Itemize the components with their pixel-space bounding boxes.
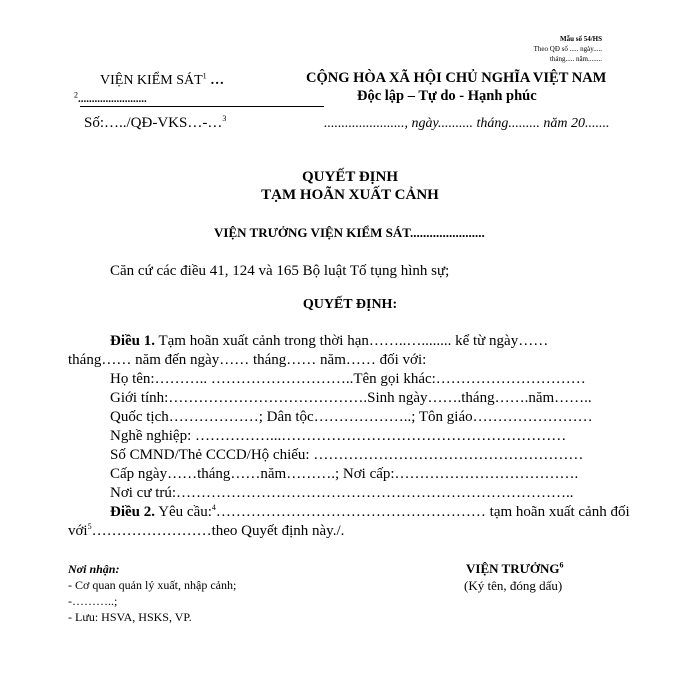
field-occupation: Nghề nghiệp: ……………...…………………………………………………	[110, 428, 567, 444]
article1-label: Điều 1.	[110, 333, 155, 349]
field-full-name: Họ tên:……….. ………………………..Tên gọi khác:…………………………	[110, 371, 586, 387]
field-residence: Nơi cư trú:……………………………………………………………………..	[110, 485, 574, 501]
decision-heading: QUYẾT ĐỊNH:	[302, 297, 398, 312]
field-issue-info: Cấp ngày……tháng……năm……….; Nơi cấp:……………………………….	[110, 466, 579, 482]
recipients-block	[68, 561, 236, 625]
article2-label: Điều 2.	[110, 504, 155, 520]
decision-subtitle: TẠM HOÃN XUẤT CẢNH	[261, 187, 439, 203]
form-code-line2: tháng..... năm........	[549, 55, 602, 63]
document-number: Số:…../QĐ-VKS…-…$^3$	[84, 114, 227, 131]
legal-basis: Căn cứ các điều 41, 124 và 165 Bộ luật Tố tụng hình sự;	[110, 263, 450, 279]
recipient-item: - Lưu: HSVA, HSKS, VP.	[68, 610, 192, 624]
article1-line1: Điều 1. Tạm hoãn xuất cảnh trong thời hạn……..…........ kể từ ngày……	[110, 333, 549, 349]
date-line: ......................., ngày.......... tháng......... năm 20.......	[324, 116, 610, 131]
issuer-line: VIỆN TRƯỞNG VIỆN KIỂM SÁT.......................	[214, 225, 485, 240]
national-motto: Độc lập – Tự do - Hạnh phúc	[357, 88, 537, 104]
country-name: CỘNG HÒA XÃ HỘI CHỦ NGHĨA VIỆT NAM	[306, 70, 607, 86]
sub-agency: $^2$.........................	[74, 90, 147, 105]
form-code-block	[534, 34, 602, 64]
field-nationality: Quốc tịch………………; Dân tộc………………..; Tôn giáo……………………	[110, 409, 593, 425]
decision-title: QUYẾT ĐỊNH	[302, 169, 398, 185]
field-id-number: Số CMND/Thẻ CCCD/Hộ chiếu: ………………………………………………	[110, 447, 584, 463]
recipient-item: - Cơ quan quản lý xuất, nhập cảnh;	[68, 578, 237, 592]
form-code-title: Mẫu số 54/HS	[559, 35, 602, 43]
signature-note: (Ký tên, đóng dấu)	[464, 578, 563, 593]
article2-line1: Điều 2. Yêu cầu:$^4$……………………………………………… tạm hoãn xuất cảnh đối	[110, 503, 630, 520]
recipient-item: -………..;	[68, 594, 118, 608]
form-code-line1: Theo QĐ số ..... ngày.....	[533, 45, 602, 53]
sub-agency-underline	[80, 106, 324, 107]
article1-line2: tháng…… năm đến ngày…… tháng…… năm…… đối với:	[68, 352, 427, 368]
signature-title: VIỆN TRƯỞNG$^6$	[466, 560, 564, 576]
recipients-heading: Nơi nhận:	[68, 562, 120, 576]
article2-line2: với$^5$……………………theo Quyết định này./.	[68, 522, 345, 539]
field-gender-dob: Giới tính:………………………………….Sinh ngày…….tháng…….năm……..	[110, 390, 592, 406]
agency-name: VIỆN KIỂM SÁT$^1$ …	[100, 71, 225, 88]
